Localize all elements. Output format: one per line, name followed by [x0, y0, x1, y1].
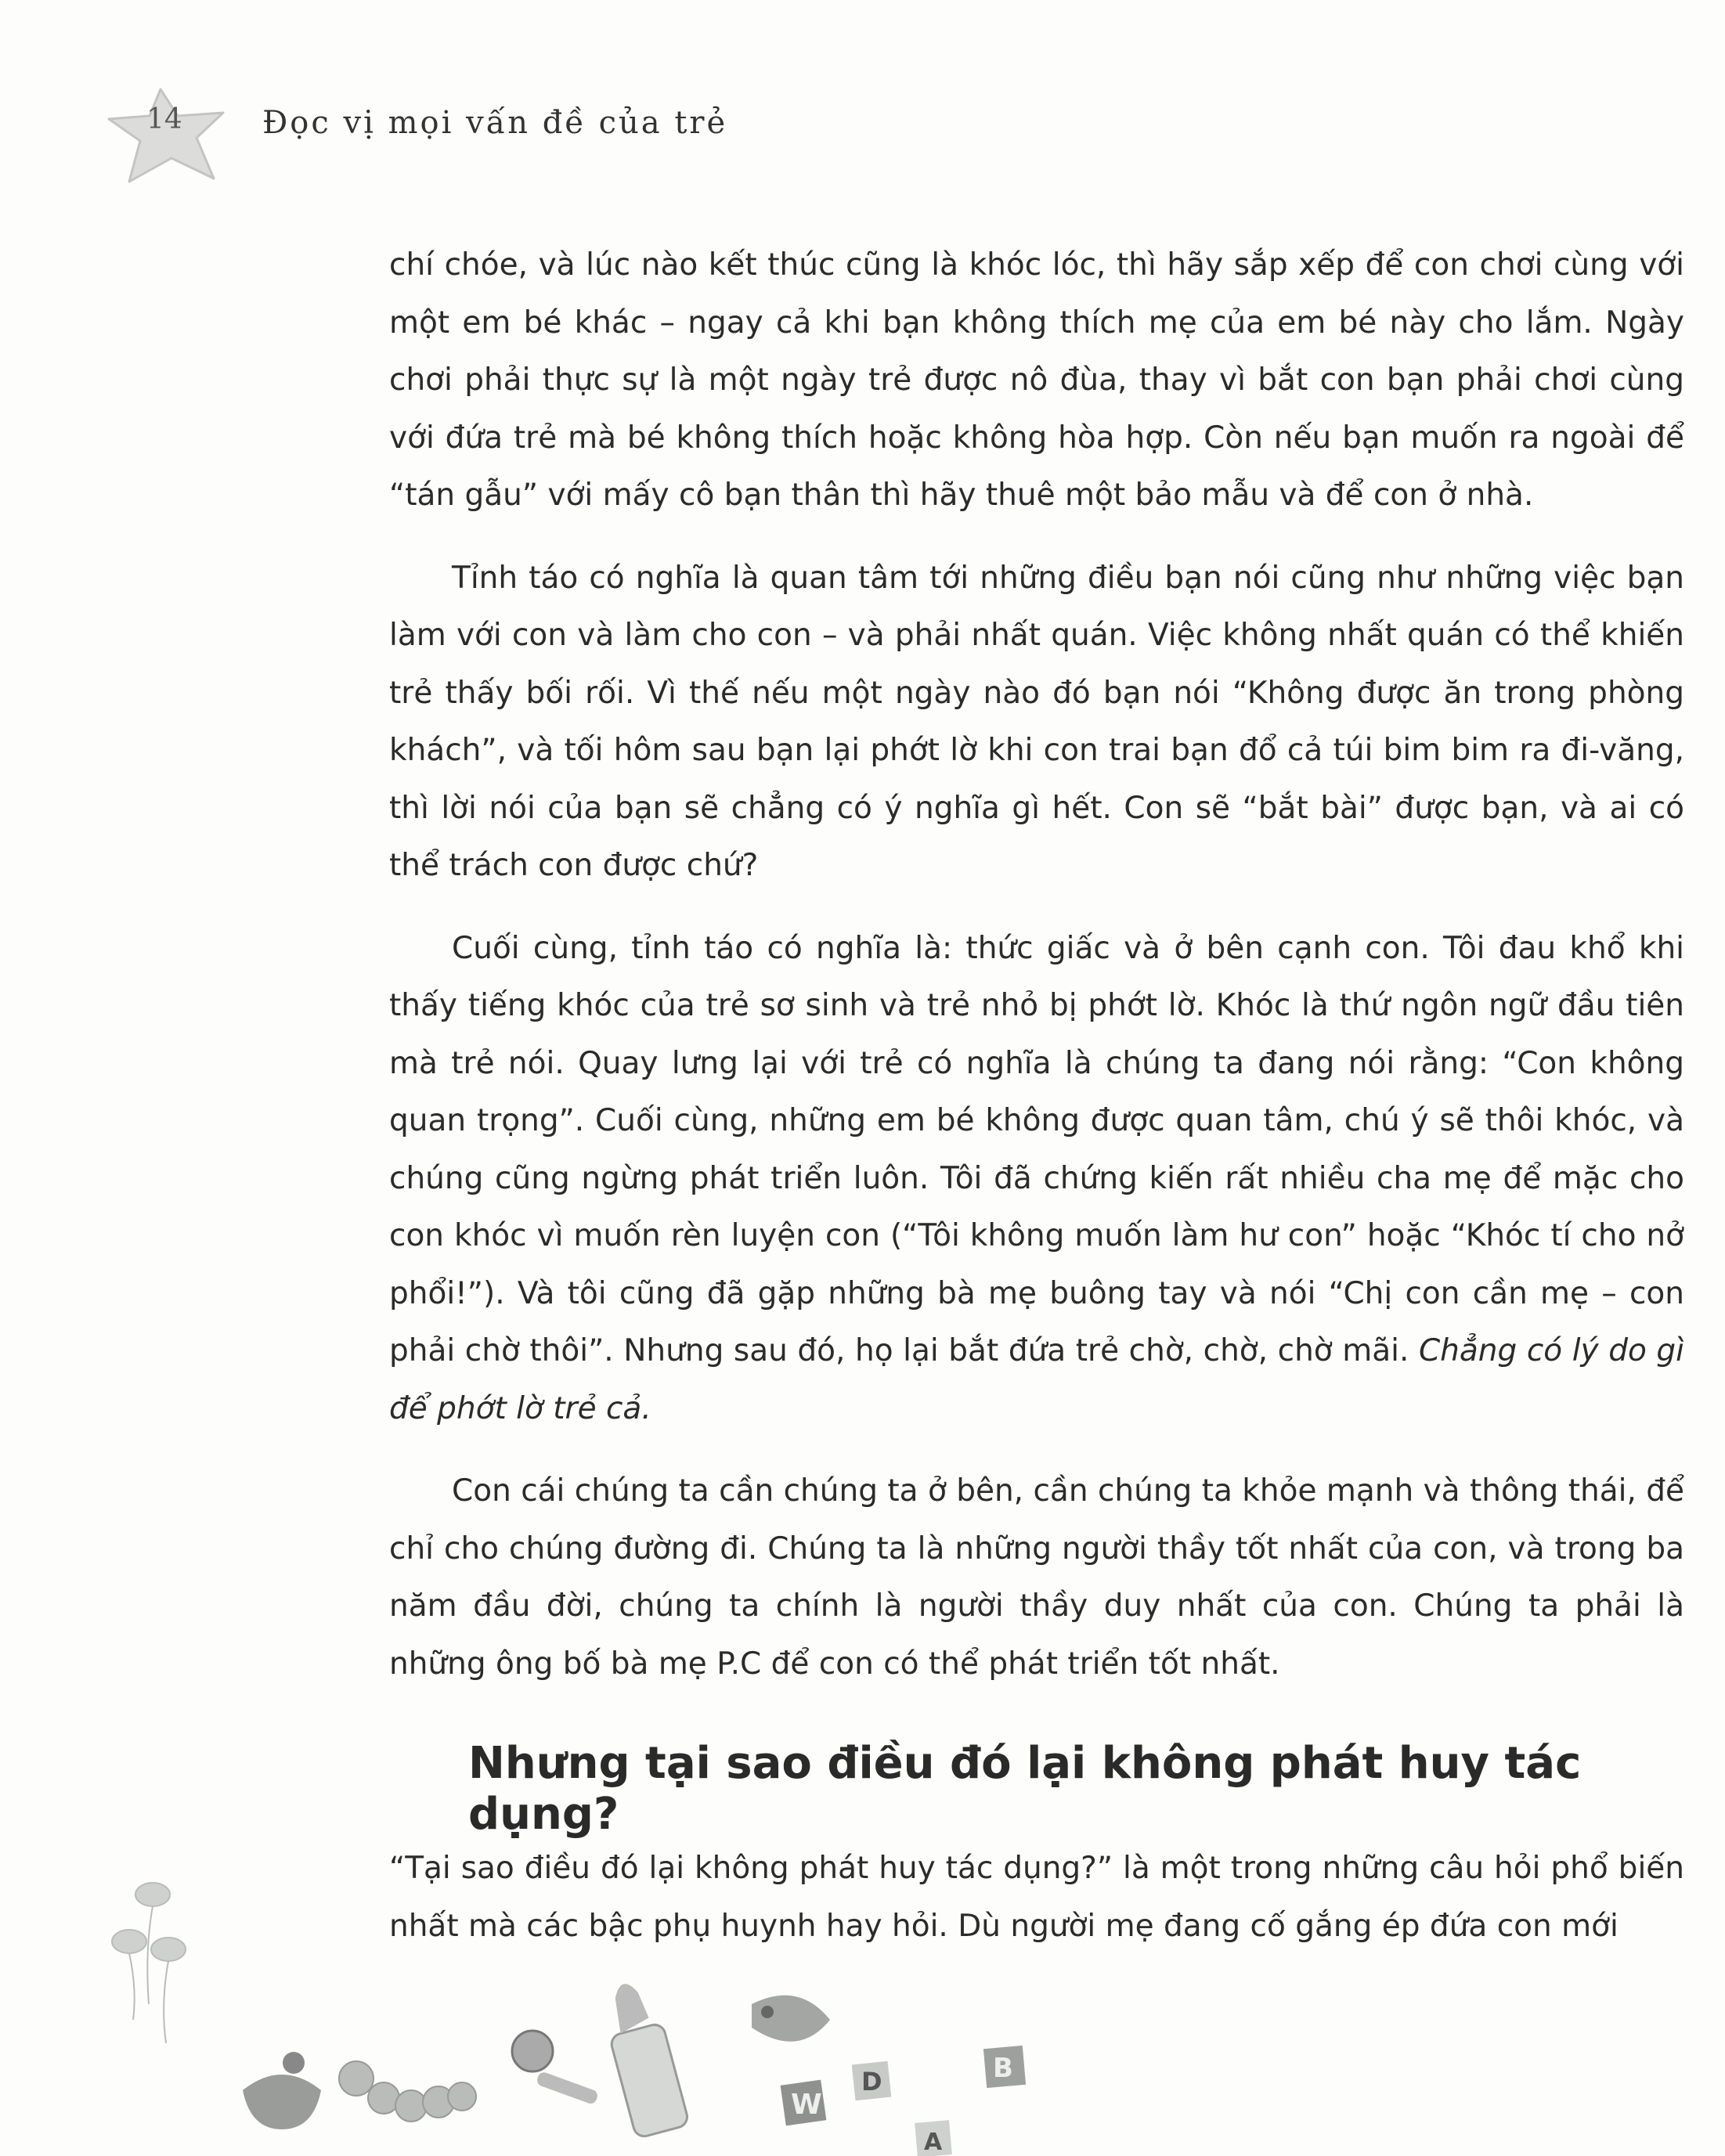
rattle-icon	[512, 2031, 599, 2105]
balloons-icon	[112, 1883, 186, 2043]
svg-text:B: B	[993, 2053, 1013, 2084]
paragraph: “Tại sao điều đó lại không phát huy tác dụng?” là một trong những câu hỏi phổ biến nhất mà các bậc phụ huynh hay hỏi. Dù người mẹ đang cố gắng ép đứa con mới	[389, 1851, 1684, 1944]
caterpillar-icon	[339, 2061, 476, 2122]
paragraph-text: Cuối cùng, tỉnh táo có nghĩa là: thức giấc và ở bên cạnh con. Tôi đau khổ khi thấy tiếng khóc của trẻ sơ sinh và trẻ nhỏ bị phớt lờ. Khóc là thứ ngôn ngữ đầu tiên mà trẻ nói. Quay lưng lại với trẻ có nghĩa là chúng ta đang nói rằng: “Con không quan trọng”. Cuối cùng, những em bé không được quan tâm, chú ý sẽ thôi khóc, và chúng cũng ngừng phát triển luôn. Tôi đã chứng kiến rất nhiều cha mẹ để mặc cho con khóc vì muốn rèn luyện con (“Tôi không muốn làm hư con” hoặc “Khóc tí cho nở phổi!”). Và tôi cũng đã gặp những bà mẹ buông tay và nói “Chị con cần mẹ – con phải chờ thôi”. Nhưng sau đó, họ lại bắt đứa trẻ chờ, chờ, chờ mãi.	[389, 930, 1684, 1368]
letter-block-w	[781, 2080, 827, 2126]
letter-block-d	[852, 2061, 892, 2101]
section-heading: Nhưng tại sao điều đó lại không phát huy tác dụng?	[468, 1738, 1582, 1840]
body-text	[389, 236, 1684, 1718]
letter-block-a	[915, 2120, 952, 2156]
paragraph: Tỉnh táo có nghĩa là quan tâm tới những điều bạn nói cũng như những việc bạn làm với con và làm cho con – và phải nhất quán. Việc không nhất quán có thể khiến trẻ thấy bối rối. Vì thế nếu một ngày nào đó bạn nói “Không được ăn trong phòng khách”, và tối hôm sau bạn lại phớt lờ khi con trai bạn đổ cả túi bim bim ra đi-văng, thì lời nói của bạn sẽ chẳng có ý nghĩa gì hết. Con sẽ “bắt bài” được bạn, và ai có thể trách con được chứ?	[389, 560, 1684, 883]
duck-toy-icon	[243, 2052, 321, 2129]
paragraph: chí chóe, và lúc nào kết thúc cũng là khóc lóc, thì hãy sắp xếp để con chơi cùng với một em bé khác – ngay cả khi bạn không thích mẹ của em bé này cho lắm. Ngày chơi phải thực sự là một ngày trẻ được nô đùa, thay vì bắt con bạn phải chơi cùng với đứa trẻ mà bé không thích hoặc không hòa hợp. Còn nếu bạn muốn ra ngoài để “tán gẫu” với mấy cô bạn thân thì hãy thuê một bảo mẫu và để con ở nhà.	[389, 247, 1684, 513]
running-title: Đọc vị mọi vấn đề của trẻ	[262, 105, 728, 141]
fish-toy-icon	[752, 1996, 830, 2042]
svg-text:A: A	[924, 2129, 943, 2156]
star-icon	[106, 86, 239, 188]
page-header	[106, 86, 889, 180]
italic-emphasis: Chẳng có lý do gì để phớt lờ trẻ cả.	[389, 1333, 1684, 1426]
svg-text:W: W	[791, 2089, 822, 2121]
paragraph	[389, 920, 1684, 1438]
baby-bottle-icon	[608, 1980, 690, 2139]
paragraph: Con cái chúng ta cần chúng ta ở bên, cần chúng ta khỏe mạnh và thông thái, để chỉ cho chúng đường đi. Chúng ta là những người thầy tốt nhất của con, và trong ba năm đầu đời, chúng ta chính là người thầy duy nhất của con. Chúng ta phải là những ông bố bà mẹ P.C để con có thể phát triển tốt nhất.	[389, 1473, 1684, 1682]
svg-text:D: D	[861, 2067, 882, 2097]
letter-block-b	[983, 2046, 1026, 2088]
page-number: 14	[146, 103, 182, 135]
baby-illustrations	[0, 1863, 1096, 2156]
